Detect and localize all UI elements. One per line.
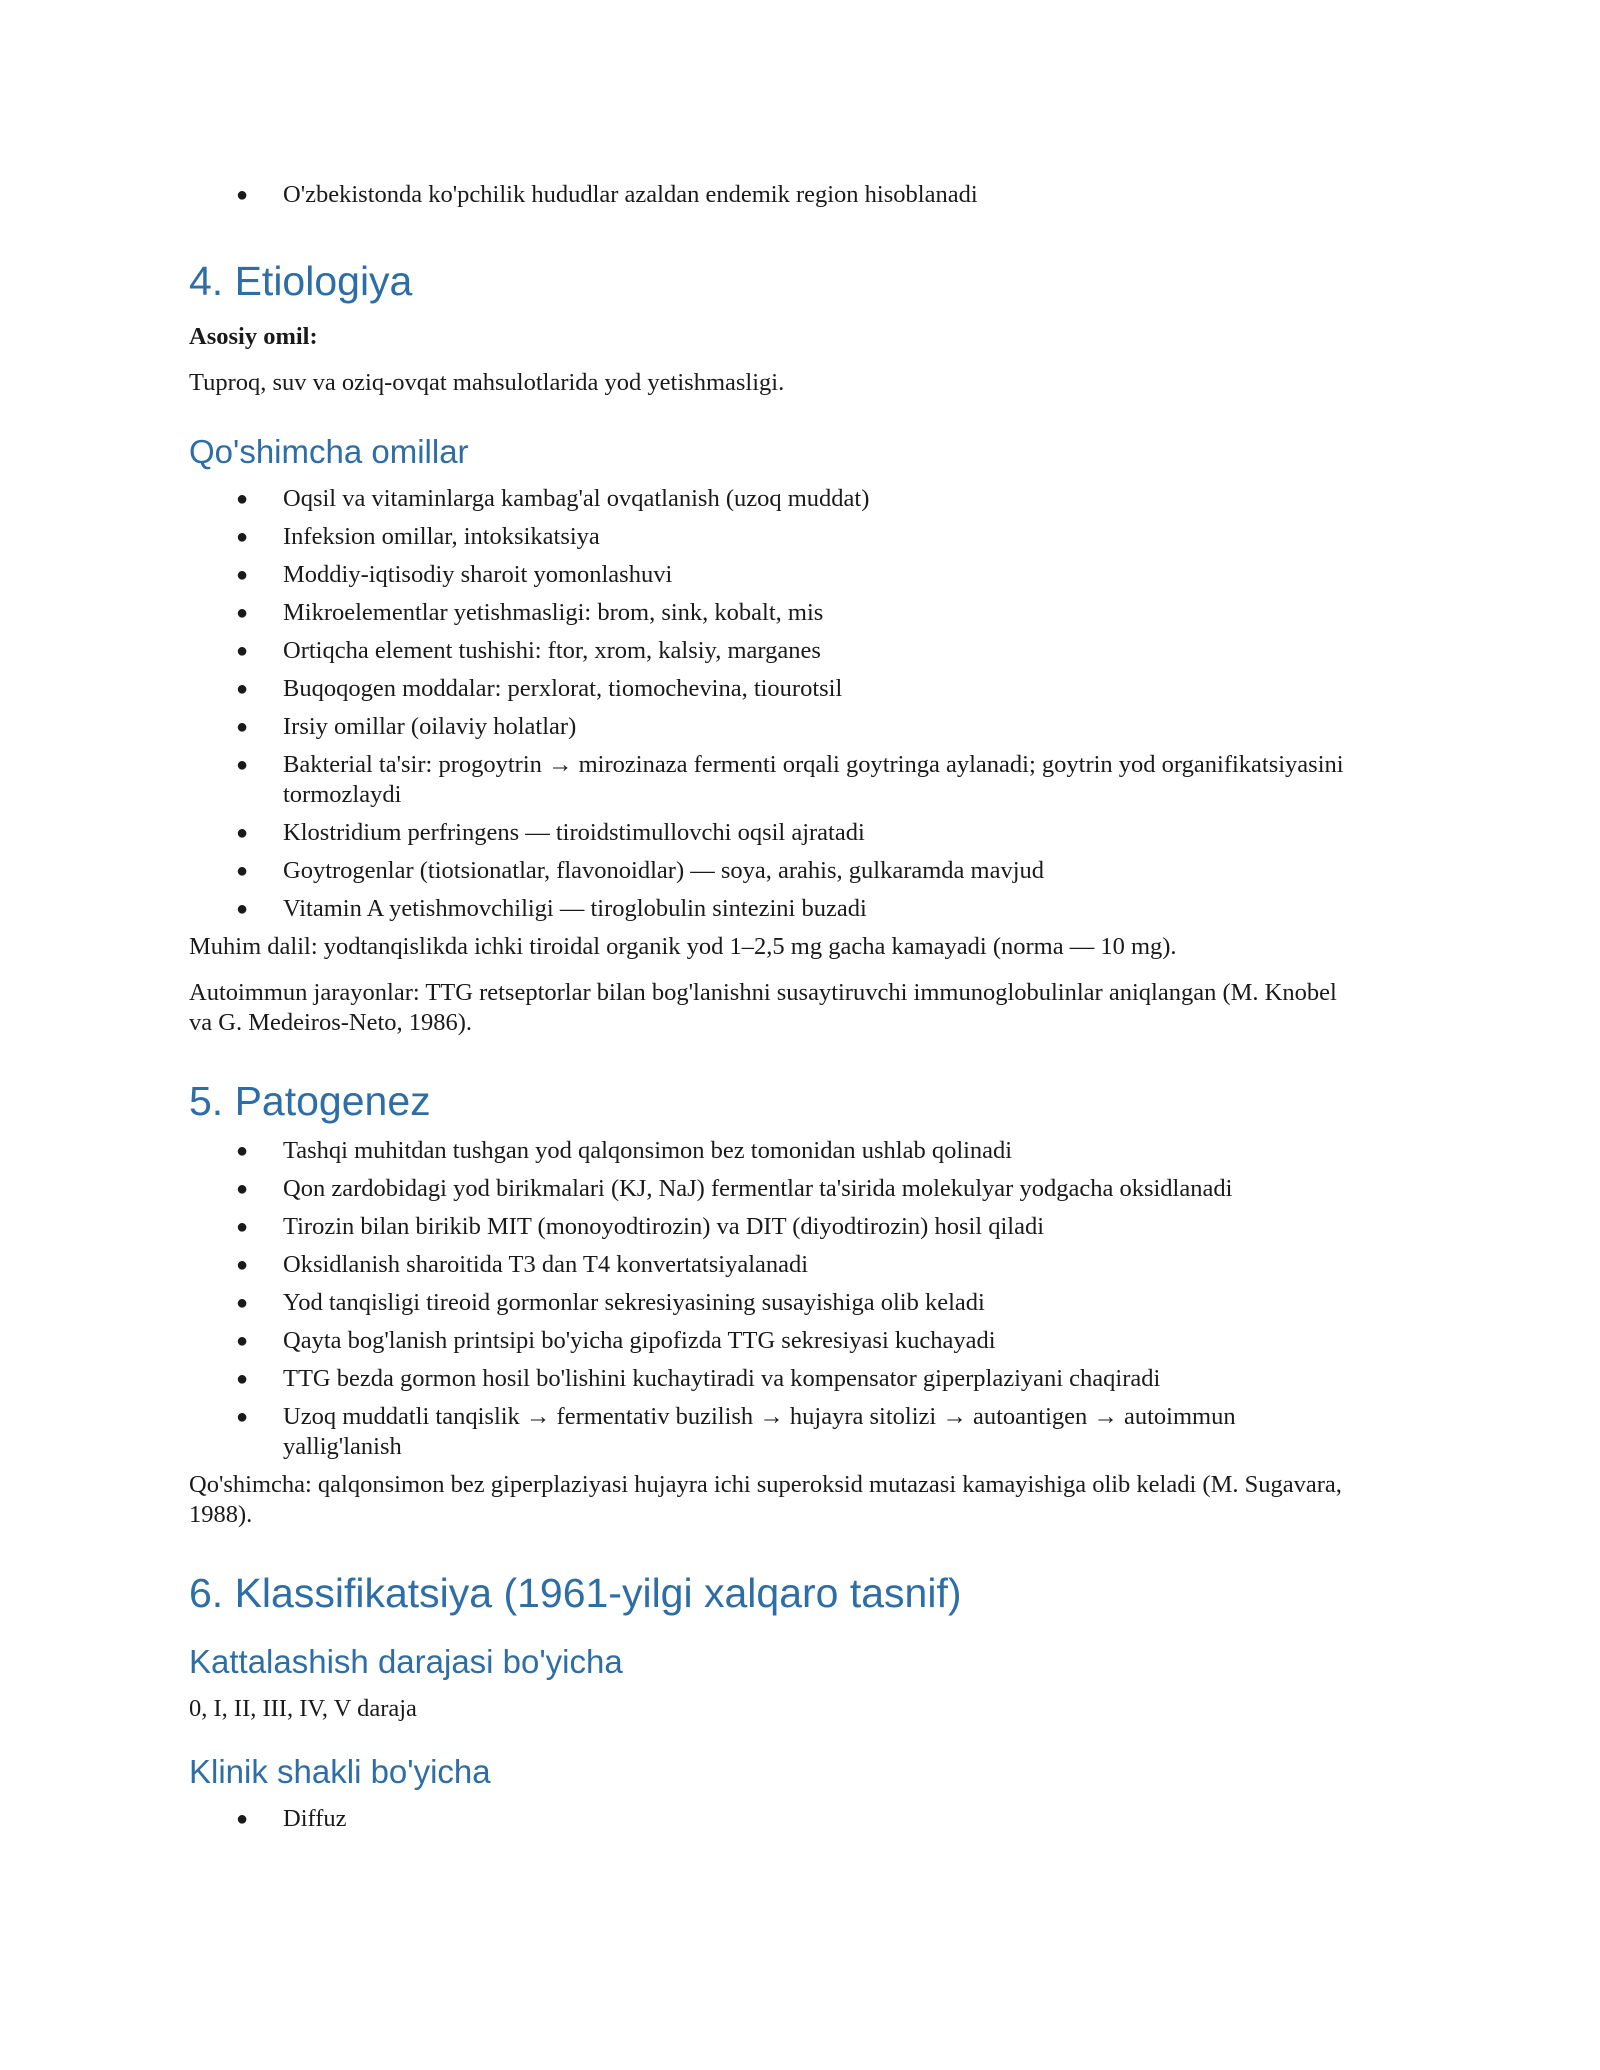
list-item-text: Buqoqogen moddalar: perxlorat, tiomochevina, tiourotsil	[283, 675, 843, 702]
bullet-icon: ●	[236, 1292, 249, 1314]
list-item	[189, 560, 1349, 590]
list-item	[189, 180, 1349, 210]
list-item	[189, 598, 1349, 628]
bullet-icon: ●	[236, 1178, 249, 1200]
list-item-text: O'zbekistonda ko'pchilik hududlar azaldan endemik region hisoblanadi	[283, 181, 978, 208]
list-item-text: Oksidlanish sharoitida T3 dan T4 konvertatsiyalanadi	[283, 1251, 809, 1278]
list-item-text: Oqsil va vitaminlarga kambag'al ovqatlanish (uzoq muddat)	[283, 485, 870, 512]
list-item-text: Uzoq muddatli tanqislik → fermentativ buzilish → hujayra sitolizi → autoantigen → autoimmun yallig'lanish	[283, 1403, 1236, 1460]
list-item	[189, 856, 1349, 886]
list-item	[189, 818, 1349, 848]
list-item-text: Vitamin A yetishmovchiligi — tiroglobulin sintezini buzadi	[283, 895, 867, 922]
list-item-text: Qayta bog'lanish printsipi bo'yicha gipofizda TTG sekresiyasi kuchayadi	[283, 1327, 996, 1354]
bullet-icon: ●	[236, 716, 249, 738]
subsection-heading-additional-factors: Qo'shimcha omillar	[189, 433, 469, 470]
list-item	[189, 1212, 1349, 1242]
bullet-icon: ●	[236, 602, 249, 624]
bullet-icon: ●	[236, 1216, 249, 1238]
bullet-icon: ●	[236, 1368, 249, 1390]
additional-factors-list	[189, 484, 1349, 924]
list-item	[189, 1364, 1349, 1394]
list-item	[189, 674, 1349, 704]
list-item	[189, 1174, 1349, 1204]
bullet-icon: ●	[236, 898, 249, 920]
list-item	[189, 894, 1349, 924]
pathogenesis-list	[189, 1136, 1349, 1462]
pathogenesis-note: Qo'shimcha: qalqonsimon bez giperplaziyasi hujayra ichi superoksid mutazasi kamayishiga olib keladi (M. Sugavara, 1988).	[189, 1471, 1342, 1528]
list-item	[189, 712, 1349, 742]
subsection-heading-enlargement-degree: Kattalashish darajasi bo'yicha	[189, 1643, 623, 1680]
list-item-text: Bakterial ta'sir: progoytrin → mirozinaza fermenti orqali goytringa aylanadi; goytrin yod organifikatsiyasini tormozlaydi	[283, 751, 1344, 808]
etiology-note-autoimmune: Autoimmun jarayonlar: TTG retseptorlar bilan bog'lanishni susaytiruvchi immunoglobulinlar aniqlangan (M. Knobel va G. Medeiros-Neto, 1986).	[189, 979, 1337, 1036]
bullet-icon: ●	[236, 1808, 249, 1830]
section-heading-classification: 6. Klassifikatsiya (1961-yilgi xalqaro tasnif)	[189, 1570, 962, 1616]
list-item-text: Irsiy omillar (oilaviy holatlar)	[283, 713, 577, 740]
clinical-form-list	[189, 1804, 1349, 1834]
section-heading-pathogenesis: 5. Patogenez	[189, 1078, 431, 1124]
intro-list	[189, 180, 1349, 210]
list-item-text: Ortiqcha element tushishi: ftor, xrom, kalsiy, marganes	[283, 637, 821, 664]
list-item	[189, 636, 1349, 666]
etiology-note-evidence: Muhim dalil: yodtanqislikda ichki tiroidal organik yod 1–2,5 mg gacha kamayadi (norma — 10 mg).	[189, 933, 1177, 960]
subsection-heading-clinical-form: Klinik shakli bo'yicha	[189, 1753, 491, 1790]
bullet-icon: ●	[236, 678, 249, 700]
list-item-text: TTG bezda gormon hosil bo'lishini kuchaytiradi va kompensator giperplaziyani chaqiradi	[283, 1365, 1161, 1392]
bullet-icon: ●	[236, 640, 249, 662]
list-item	[189, 522, 1349, 552]
list-item-text: Yod tanqisligi tireoid gormonlar sekresiyasining susayishiga olib keladi	[283, 1289, 985, 1316]
list-item-text: Moddiy-iqtisodiy sharoit yomonlashuvi	[283, 561, 673, 588]
bullet-icon: ●	[236, 860, 249, 882]
list-item-text: Klostridium perfringens — tiroidstimullovchi oqsil ajratadi	[283, 819, 865, 846]
list-item	[189, 1136, 1349, 1166]
bullet-icon: ●	[236, 564, 249, 586]
page-content	[189, 180, 1349, 1842]
list-item-text: Tirozin bilan birikib MIT (monoyodtirozin) va DIT (diyodtirozin) hosil qiladi	[283, 1213, 1045, 1240]
list-item	[189, 750, 1349, 810]
main-factor-text: Tuproq, suv va oziq-ovqat mahsulotlarida yod yetishmasligi.	[189, 369, 785, 396]
list-item-text: Infeksion omillar, intoksikatsiya	[283, 523, 600, 550]
bullet-icon: ●	[236, 1140, 249, 1162]
list-item	[189, 1804, 1349, 1834]
enlargement-degree-text: 0, I, II, III, IV, V daraja	[189, 1695, 417, 1722]
section-heading-etiology: 4. Etiologiya	[189, 258, 413, 304]
bullet-icon: ●	[236, 1254, 249, 1276]
list-item-text: Goytrogenlar (tiotsionatlar, flavonoidlar) — soya, arahis, gulkaramda mavjud	[283, 857, 1045, 884]
main-factor-label: Asosiy omil:	[189, 323, 318, 350]
bullet-icon: ●	[236, 184, 249, 206]
bullet-icon: ●	[236, 1330, 249, 1352]
list-item	[189, 484, 1349, 514]
bullet-icon: ●	[236, 754, 249, 776]
list-item	[189, 1250, 1349, 1280]
bullet-icon: ●	[236, 1406, 249, 1428]
bullet-icon: ●	[236, 526, 249, 548]
bullet-icon: ●	[236, 822, 249, 844]
list-item-text: Tashqi muhitdan tushgan yod qalqonsimon bez tomonidan ushlab qolinadi	[283, 1137, 1013, 1164]
list-item-text: Qon zardobidagi yod birikmalari (KJ, NaJ) fermentlar ta'sirida molekulyar yodgacha oksidlanadi	[283, 1175, 1233, 1202]
list-item	[189, 1326, 1349, 1356]
list-item	[189, 1402, 1349, 1462]
list-item-text: Diffuz	[283, 1805, 347, 1832]
bullet-icon: ●	[236, 488, 249, 510]
list-item-text: Mikroelementlar yetishmasligi: brom, sink, kobalt, mis	[283, 599, 824, 626]
list-item	[189, 1288, 1349, 1318]
